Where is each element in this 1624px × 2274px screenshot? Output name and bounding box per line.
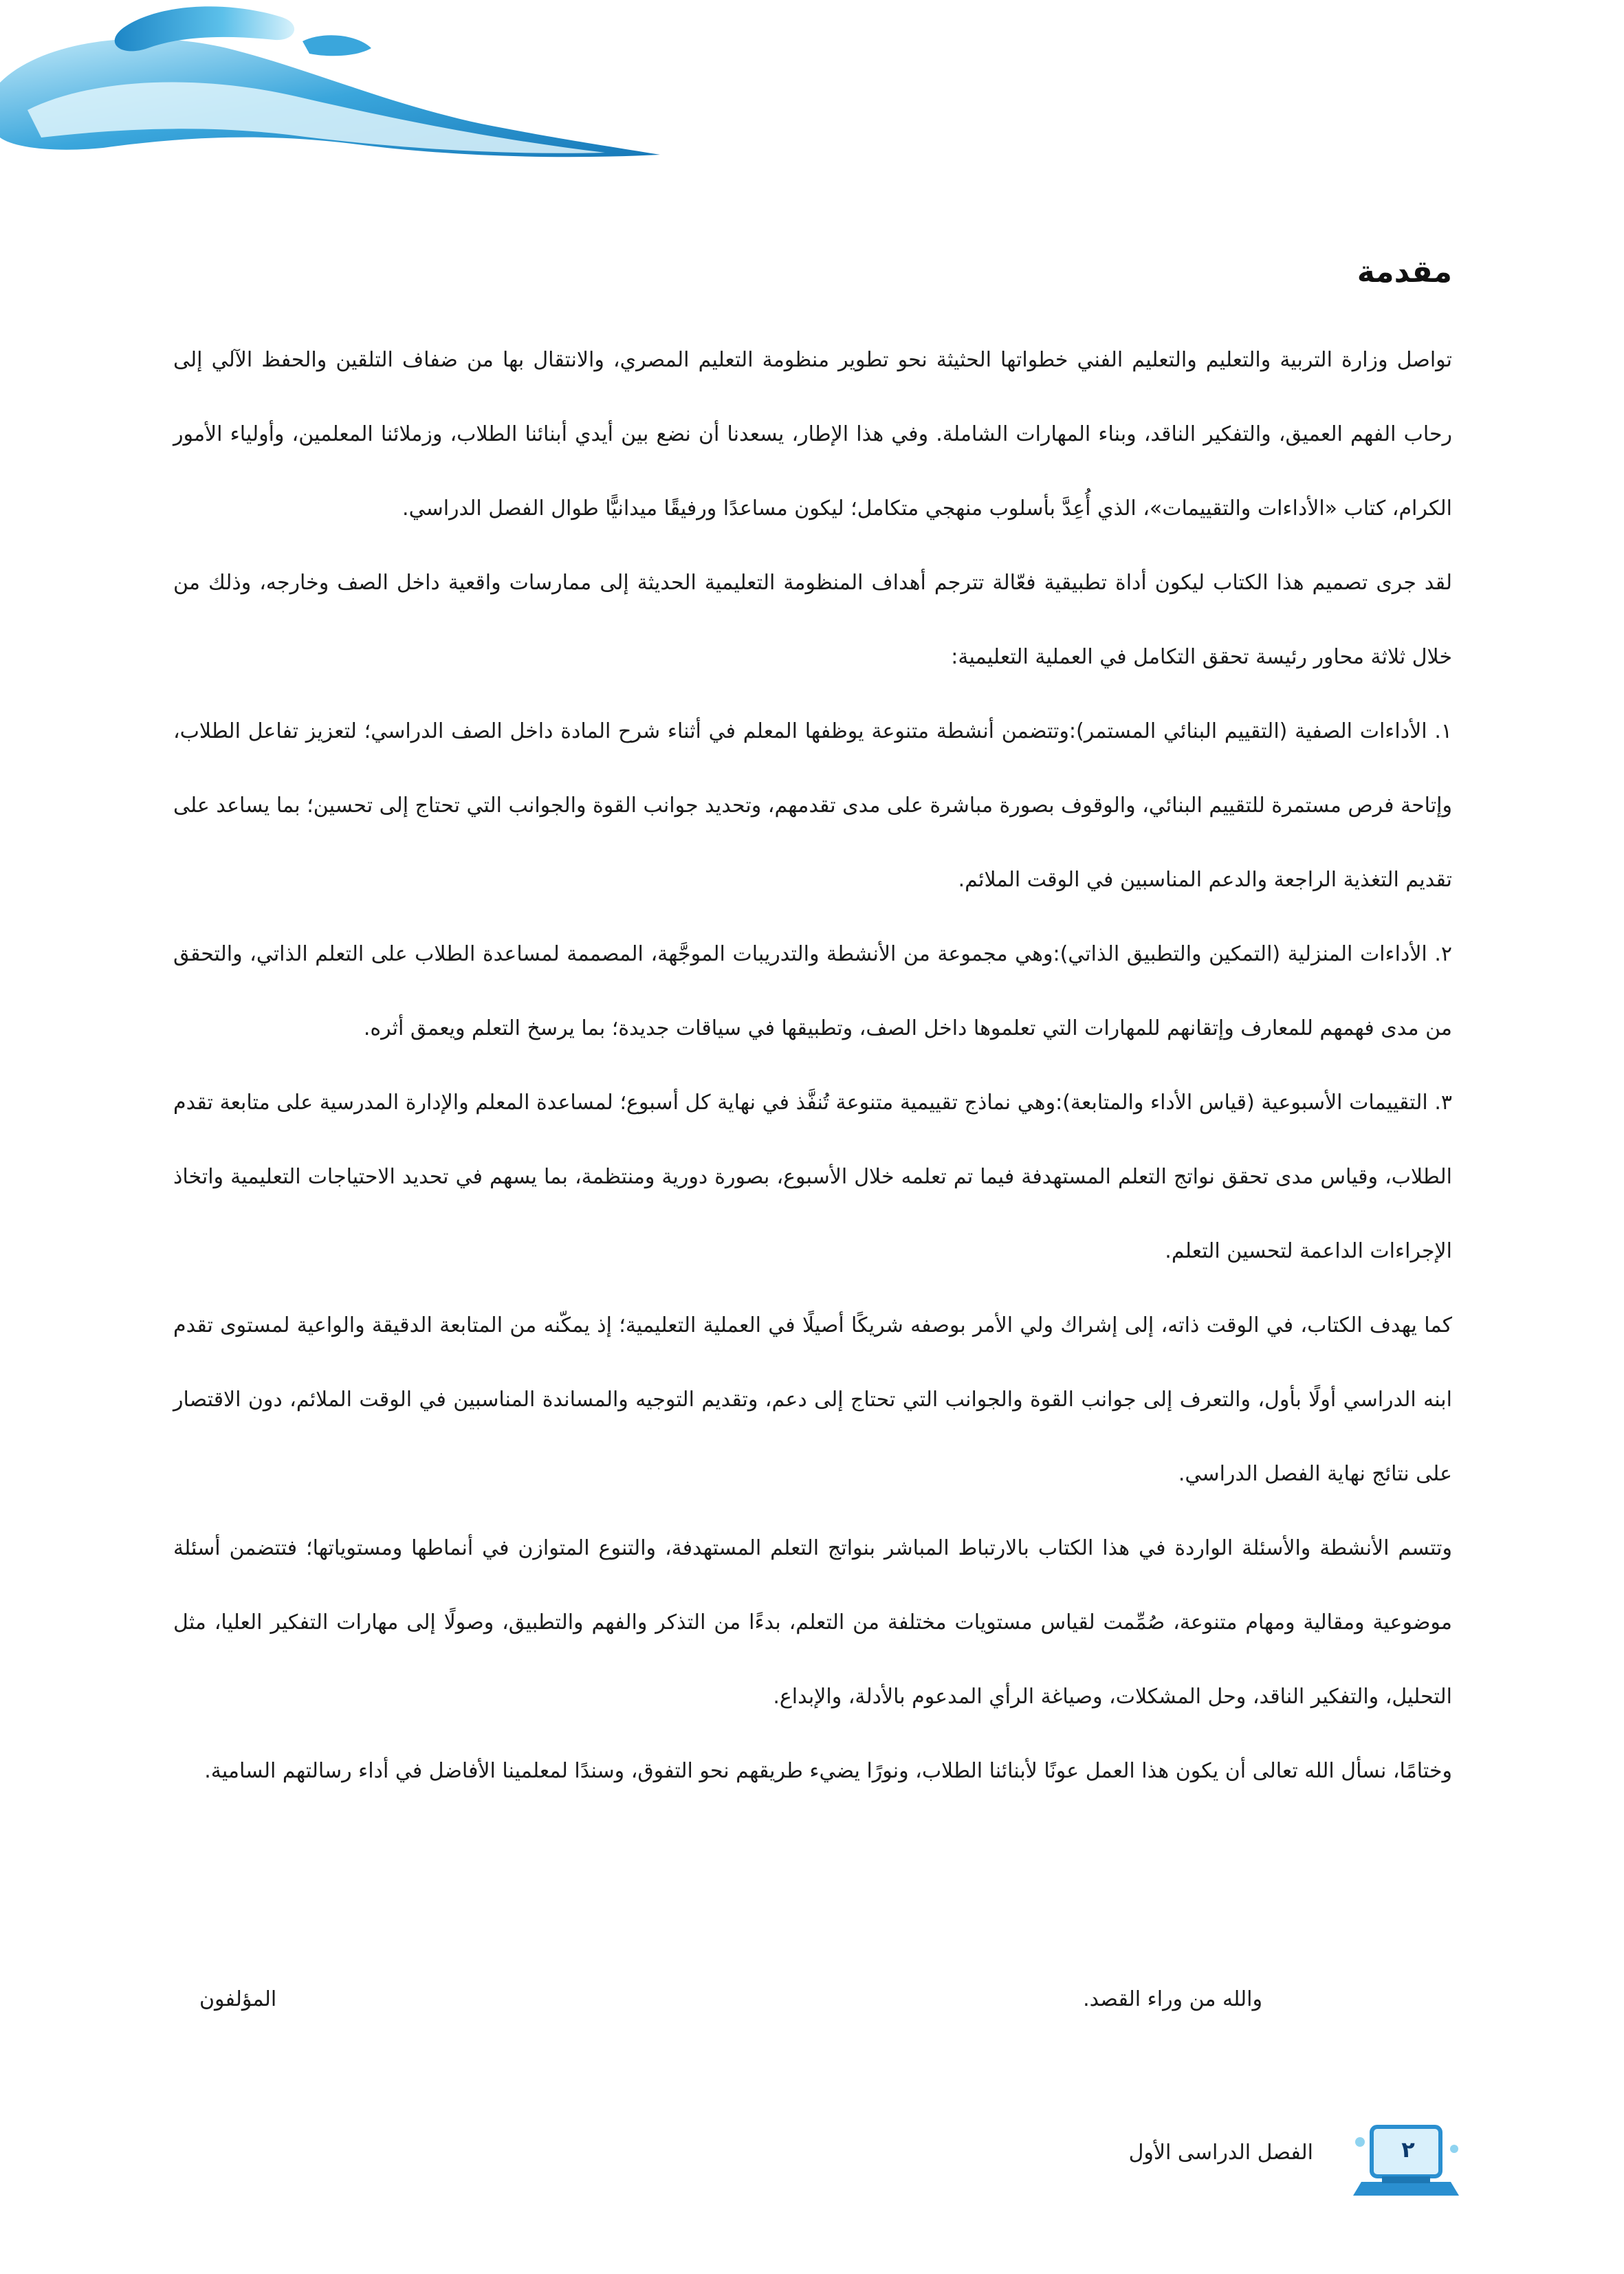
paragraph: تواصل وزارة التربية والتعليم والتعليم الفني خطواتها الحثيثة نحو تطوير منظومة التعليم المصري، والانتقال بها من ضفاف التلقين والحفظ الآلي إلى رحاب الفهم العميق، والتفكير الناقد، وبناء المهارات الشاملة. وفي هذا الإطار، يسعدنا أن نضع بين أيدي أبنائنا الطلاب، وزملائنا المعلمين، وأولياء الأمور الكرام، كتاب «الأداءات والتقييمات»، الذي أُعِدَّ بأسلوب منهجي متكامل؛ ليكون مساعدًا ورفيقًا ميدانيًّا طوال الفصل الدراسي. xyxy=(173,348,1452,521)
paragraph: ٣. التقييمات الأسبوعية (قياس الأداء والمتابعة):وهي نماذج تقييمية متنوعة تُنفَّذ في نهاية كل أسبوع؛ لمساعدة المعلم والإدارة المدرسية على متابعة تقدم الطلاب، وقياس مدى تحقق نواتج التعلم المستهدفة فيما تم تعلمه خلال الأسبوع، بصورة دورية ومنتظمة، بما يسهم في تحديد الاحتياجات التعليمية واتخاذ الإجراءات الداعمة لتحسين التعلم. xyxy=(173,1091,1452,1263)
closing-line: والله من وراء القصد. xyxy=(1083,1987,1262,2011)
paragraph: وتتسم الأنشطة والأسئلة الواردة في هذا الكتاب بالارتباط المباشر بنواتج التعلم المستهدفة، والتنوع المتوازن في أنماطها ومستوياتها؛ فتتضمن أسئلة موضوعية ومقالية ومهام متنوعة، صُمِّمت لقياس مستويات مختلفة من التعلم، بدءًا من التذكر والفهم والتطبيق، وصولًا إلى مهارات التفكير العليا، مثل التحليل، والتفكير الناقد، وحل المشكلات، وصياغة الرأي المدعوم بالأدلة، والإبداع. xyxy=(173,1536,1452,1709)
term-label: الفصل الدراسى الأول xyxy=(1128,2141,1313,2165)
paragraph: لقد جرى تصميم هذا الكتاب ليكون أداة تطبيقية فعّالة تترجم أهداف المنظومة التعليمية الحديثة إلى ممارسات واقعية داخل الصف وخارجه، وذلك من خلال ثلاثة محاور رئيسة تحقق التكامل في العملية التعليمية: xyxy=(173,571,1452,669)
page-footer xyxy=(1128,2121,1471,2211)
water-wave-decoration xyxy=(0,0,660,165)
authors-signature: المؤلفون xyxy=(199,1987,277,2011)
paragraph: وختامًا، نسأل الله تعالى أن يكون هذا العمل عونًا لأبنائنا الطلاب، ونورًا يضيء طريقهم نحو التفوق، وسندًا لمعلمينا الأفاضل في أداء رسالتهم السامية. xyxy=(204,1759,1452,1783)
paragraph: كما يهدف الكتاب، في الوقت ذاته، إلى إشراك ولي الأمر بوصفه شريكًا أصيلًا في العملية التعليمية؛ إذ يمكّنه من المتابعة الدقيقة والواعية لمستوى تقدم ابنه الدراسي أولًا بأول، والتعرف إلى جوانب القوة والجوانب التي تحتاج إلى دعم، وتقديم التوجيه والمساندة المناسبين في الوقت الملائم، دون الاقتصار على نتائج نهاية الفصل الدراسي. xyxy=(173,1313,1452,1486)
introduction-body xyxy=(173,323,1452,1808)
paragraph: ٢. الأداءات المنزلية (التمكين والتطبيق الذاتي):وهي مجموعة من الأنشطة والتدريبات الموجَّهة، المصممة لمساعدة الطلاب على التعلم الذاتي، والتحقق من مدى فهمهم للمعارف وإتقانهم للمهارات التي تعلموها داخل الصف، وتطبيقها في سياقات جديدة؛ بما يرسخ التعلم ويعمق أثره. xyxy=(173,942,1452,1040)
paragraph: ١. الأداءات الصفية (التقييم البنائي المستمر):وتتضمن أنشطة متنوعة يوظفها المعلم في أثناء شرح المادة داخل الصف الدراسي؛ لتعزيز تفاعل الطلاب، وإتاحة فرص مستمرة للتقييم البنائي، والوقوف بصورة مباشرة على مدى تقدمهم، وتحديد جوانب القوة والجوانب التي تحتاج إلى تحسين؛ بما يساعد على تقديم التغذية الراجعة والدعم المناسبين في الوقت الملائم. xyxy=(173,719,1452,892)
page-number: ٢ xyxy=(1401,2136,1415,2163)
laptop-icon xyxy=(1341,2121,1471,2204)
page-title: مقدمة xyxy=(1357,254,1452,289)
